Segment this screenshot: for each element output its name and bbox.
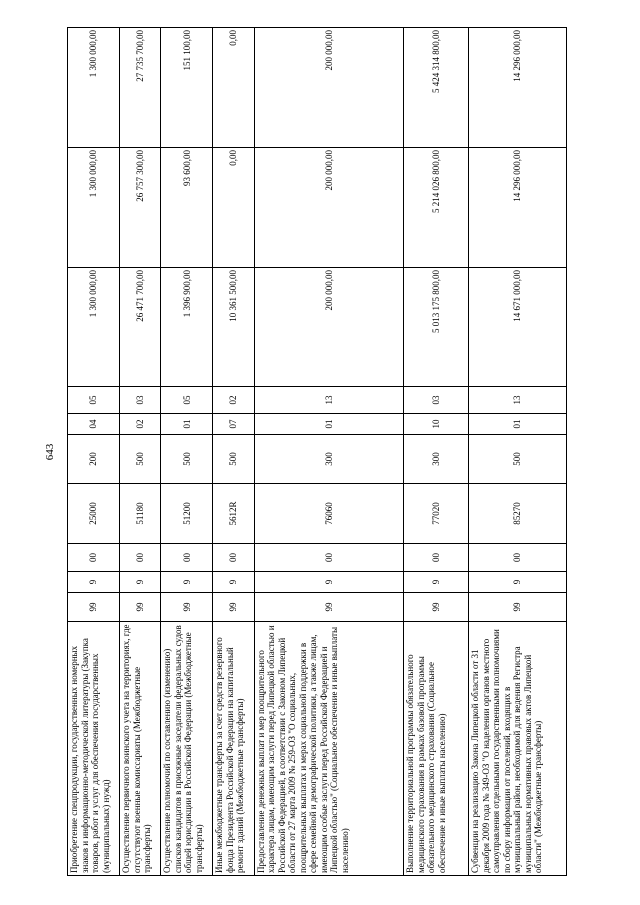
code-direction: 76060 <box>254 484 404 544</box>
code-subprogram: 9 <box>254 572 404 593</box>
code-section: 07 <box>213 414 254 435</box>
row-description: Иные межбюджетные трансферты за счет средств резервного фонда Президента Российской Федерации на капитальный ремонт зданий (Межбюджетные трансферты) <box>213 622 254 876</box>
code-subsection: 05 <box>161 387 213 414</box>
code-subprogram: 9 <box>68 572 120 593</box>
code-program: 99 <box>254 593 404 622</box>
amount-year-2: 93 600,00 <box>161 148 213 268</box>
code-subprogram: 9 <box>213 572 254 593</box>
code-section: 02 <box>120 414 161 435</box>
amount-year-3: 0,00 <box>213 28 254 148</box>
amount-year-2: 0,00 <box>213 148 254 268</box>
amount-year-2: 1 300 000,00 <box>68 148 120 268</box>
code-subsection: 13 <box>469 387 567 414</box>
code-section: 04 <box>68 414 120 435</box>
code-subprogram: 9 <box>469 572 567 593</box>
code-direction: 51180 <box>120 484 161 544</box>
code-main-event: 00 <box>404 544 469 572</box>
amount-year-2: 26 757 300,00 <box>120 148 161 268</box>
amount-year-2: 14 296 000,00 <box>469 148 567 268</box>
table-row <box>68 28 120 876</box>
amount-year-3: 1 300 000,00 <box>68 28 120 148</box>
amount-year-3: 27 735 700,00 <box>120 28 161 148</box>
row-description: Осуществление первичного воинского учета на территориях, где отсутствуют военные комиссариаты (Межбюджетные трансферты) <box>120 622 161 876</box>
code-program: 99 <box>120 593 161 622</box>
row-description: Осуществление полномочий по составлению (изменению) списков кандидатов в присяжные заседатели федеральных судов общей юрисдикции в Российской Федерации (Межбюджетные трансферты) <box>161 622 213 876</box>
code-program: 99 <box>213 593 254 622</box>
amount-year-3: 5 424 314 800,00 <box>404 28 469 148</box>
code-direction: 85270 <box>469 484 567 544</box>
code-expense-type: 500 <box>469 435 567 484</box>
code-expense-type: 500 <box>161 435 213 484</box>
table-row <box>213 28 254 876</box>
code-section: 01 <box>254 414 404 435</box>
amount-year-2: 5 214 026 800,00 <box>404 148 469 268</box>
code-expense-type: 500 <box>120 435 161 484</box>
row-description: Приобретение спецпродукции, государственных номерных знаков и информационно-методической литературы (Закупка товаров, работ и услуг для обеспечения государственных (муниципальных) нужд) <box>68 622 120 876</box>
code-expense-type: 300 <box>404 435 469 484</box>
code-expense-type: 500 <box>213 435 254 484</box>
code-direction: 51200 <box>161 484 213 544</box>
code-expense-type: 300 <box>254 435 404 484</box>
amount-year-1: 14 671 000,00 <box>469 268 567 387</box>
table-row <box>120 28 161 876</box>
code-direction: 77020 <box>404 484 469 544</box>
code-expense-type: 200 <box>68 435 120 484</box>
page-number: 643 <box>44 443 56 461</box>
row-description: Выполнение территориальной программы обязательного медицинского страхования в рамках базовой программы обязательного медицинского страхования (Социальное обеспечение и иные выплаты населению) <box>404 622 469 876</box>
row-description: Предоставление денежных выплат и мер поощрительного характера лицам, имеющим заслуги перед Липецкой областью и Российской Федерацией, в соответствии с Законом Липецкой области от 27 марта 2009 № 259-ОЗ "О социальных, поощрительных выплатах и мерах социальной поддержки в сфере семейной и демографической политики, а также лицам, имеющим особые заслуги перед Российской Федерацией и Липецкой областью" (Социальное обеспечение и иные выплаты населению) <box>254 622 404 876</box>
rotated-table-container <box>67 28 567 876</box>
amount-year-1: 26 471 700,00 <box>120 268 161 387</box>
amount-year-1: 10 361 500,00 <box>213 268 254 387</box>
amount-year-1: 5 013 175 800,00 <box>404 268 469 387</box>
code-subsection: 05 <box>68 387 120 414</box>
code-main-event: 00 <box>213 544 254 572</box>
code-program: 99 <box>404 593 469 622</box>
amount-year-1: 200 000,00 <box>254 268 404 387</box>
code-section: 01 <box>469 414 567 435</box>
table-row <box>404 28 469 876</box>
code-program: 99 <box>161 593 213 622</box>
code-main-event: 00 <box>120 544 161 572</box>
code-section: 10 <box>404 414 469 435</box>
amount-year-3: 200 000,00 <box>254 28 404 148</box>
amount-year-3: 151 100,00 <box>161 28 213 148</box>
amount-year-1: 1 396 900,00 <box>161 268 213 387</box>
code-main-event: 00 <box>161 544 213 572</box>
budget-table <box>67 27 567 876</box>
code-subsection: 03 <box>120 387 161 414</box>
code-program: 99 <box>469 593 567 622</box>
code-direction: 5612R <box>213 484 254 544</box>
table-row <box>161 28 213 876</box>
amount-year-2: 200 000,00 <box>254 148 404 268</box>
table-row <box>254 28 404 876</box>
code-program: 99 <box>68 593 120 622</box>
code-main-event: 00 <box>254 544 404 572</box>
code-main-event: 00 <box>469 544 567 572</box>
code-direction: 25000 <box>68 484 120 544</box>
code-main-event: 00 <box>68 544 120 572</box>
code-section: 01 <box>161 414 213 435</box>
code-subprogram: 9 <box>120 572 161 593</box>
amount-year-3: 14 296 000,00 <box>469 28 567 148</box>
code-subprogram: 9 <box>161 572 213 593</box>
row-description: Субвенции на реализацию Закона Липецкой области от 31 декабря 2009 года № 349-ОЗ "О наделении органов местного самоуправления отдельными государственными полномочиями по сбору информации от поселений, входящих в муниципальный район, необходимой для ведения Регистра муниципальных нормативных правовых актов Липецкой области" (Межбюджетные трансферты) <box>469 622 567 876</box>
code-subsection: 02 <box>213 387 254 414</box>
table-row <box>469 28 567 876</box>
code-subprogram: 9 <box>404 572 469 593</box>
amount-year-1: 1 300 000,00 <box>68 268 120 387</box>
code-subsection: 13 <box>254 387 404 414</box>
code-subsection: 03 <box>404 387 469 414</box>
